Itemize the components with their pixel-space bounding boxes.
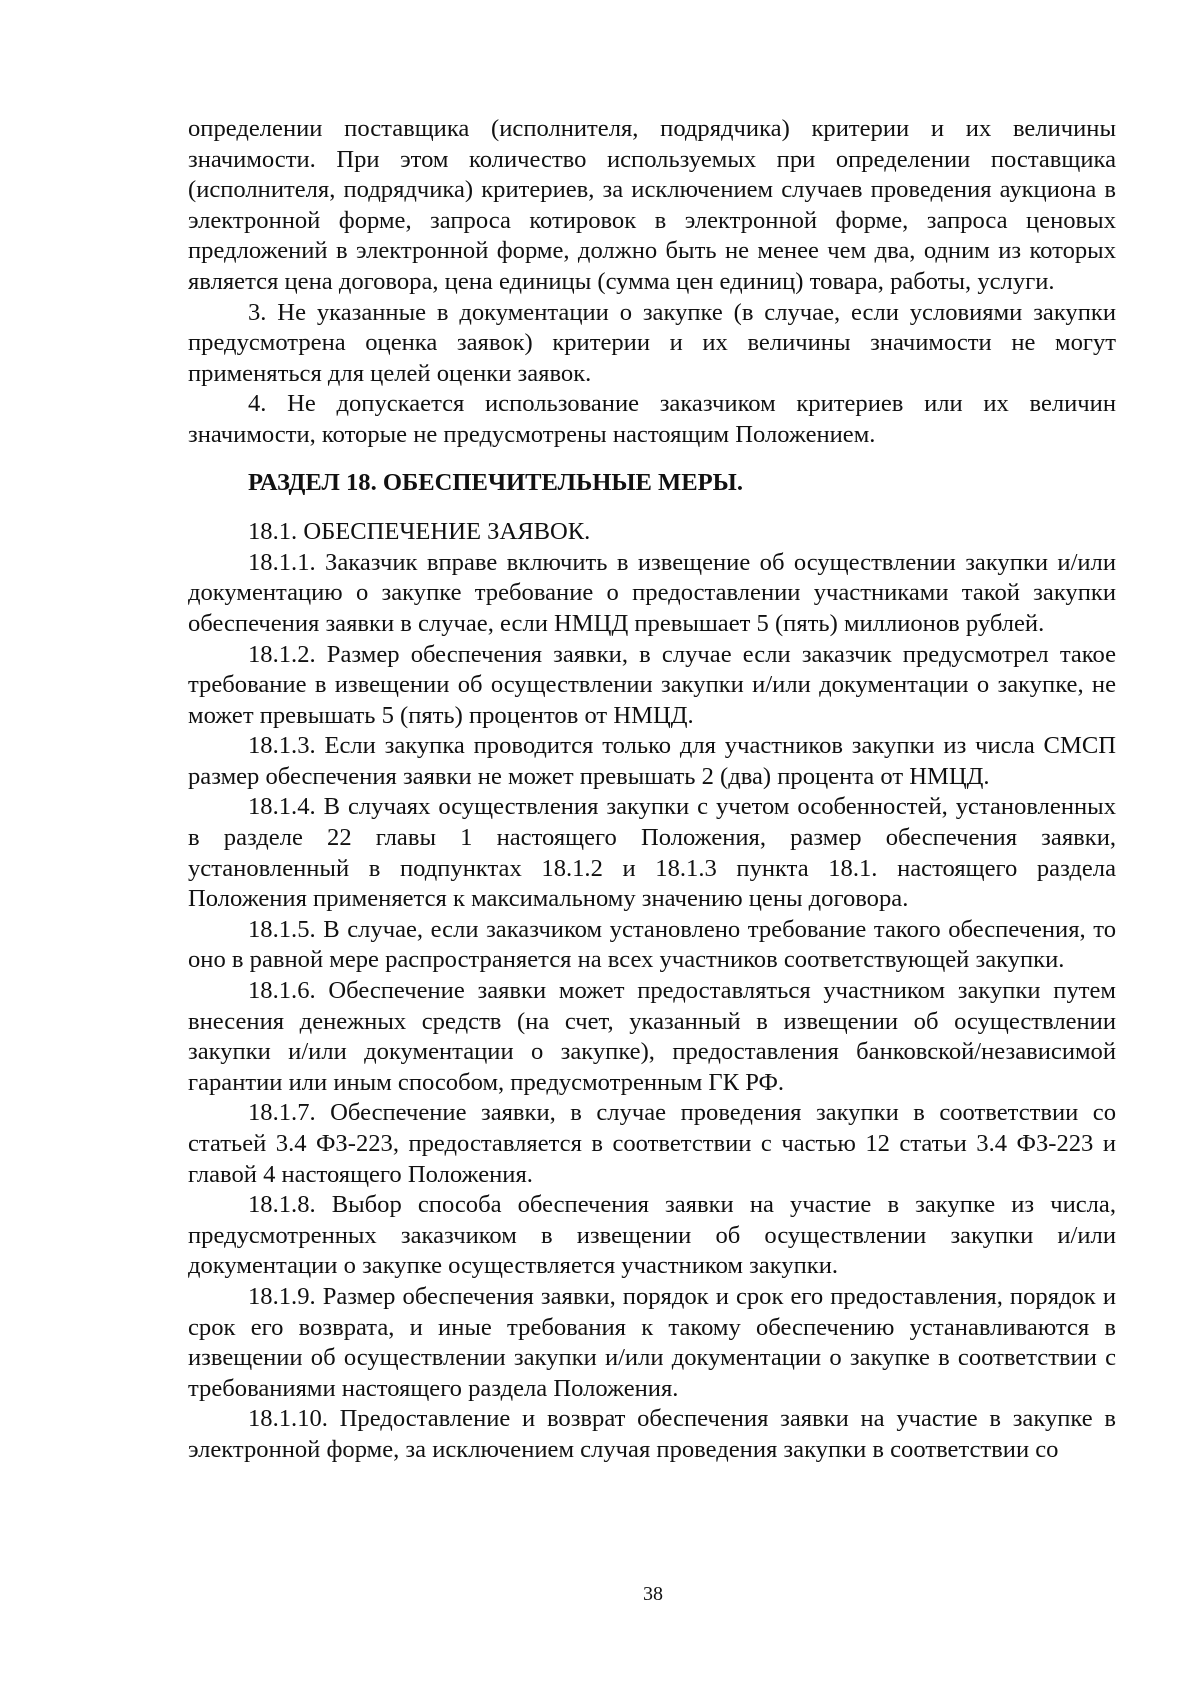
paragraph-18-1-9: 18.1.9. Размер обеспечения заявки, порядок и срок его предоставления, порядок и срок его возврата, и иные требования к такому обеспечению устанавливаются в извещении об осуществлении закупки и/или документации о закупке в соответствии с требованиями настоящего раздела Положения. — [188, 1282, 1116, 1402]
paragraph-18-1-8: 18.1.8. Выбор способа обеспечения заявки на участие в закупке из числа, предусмотренных заказчиком в извещении об осуществлении закупки и/или документации о закупке осуществляется участником закупки. — [188, 1191, 1116, 1280]
paragraph-18-1-6: 18.1.6. Обеспечение заявки может предоставляться участником закупки путем внесения денежных средств (на счет, указанный в извещении об осуществлении закупки и/или документации о закупке), предоставления банковской/независимой гарантии или иным способом, предусмотренным ГК РФ. — [188, 977, 1116, 1096]
paragraph-18-1-5: 18.1.5. В случае, если заказчиком установлено требование такого обеспечения, то оно в равной мере распространяется на всех участников соответствующей закупки. — [188, 915, 1116, 974]
paragraph-18-1-4: 18.1.4. В случаях осуществления закупки с учетом особенностей, установленных в разделе 22 главы 1 настоящего Положения, размер обеспечения заявки, установленный в подпунктах 18.1.2 и 18.1.3 пункта 18.1. настоящего раздела Положения применяется к максимальному значению цены договора. — [188, 793, 1116, 913]
paragraph-18-1-1: 18.1.1. Заказчик вправе включить в извещение об осуществлении закупки и/или документацию о закупке требование о предоставлении участниками такой закупки обеспечения заявки в случае, если НМЦД превышает 5 (пять) миллионов рублей. — [188, 548, 1116, 637]
paragraph-18-1-7: 18.1.7. Обеспечение заявки, в случае проведения закупки в соответствии со статьей 3.4 ФЗ-223, предоставляется в соответствии с частью 12 статьи 3.4 ФЗ-223 и главой 4 настоящего Положения. — [188, 1099, 1116, 1188]
paragraph-item-3: 3. Не указанные в документации о закупке (в случае, если условиями закупки предусмотрена оценка заявок) критерии и их величины значимости не могут применяться для целей оценки заявок. — [188, 298, 1116, 387]
section-heading: РАЗДЕЛ 18. ОБЕСПЕЧИТЕЛЬНЫЕ МЕРЫ. — [248, 468, 743, 496]
paragraph-item-4: 4. Не допускается использование заказчиком критериев или их величин значимости, которые не предусмотрены настоящим Положением. — [188, 390, 1116, 448]
paragraph-18-1-10: 18.1.10. Предоставление и возврат обеспечения заявки на участие в закупке в электронной форме, за исключением случая проведения закупки в соответствии со — [188, 1405, 1116, 1463]
page-number: 38 — [643, 1583, 663, 1605]
paragraph-continuation: определении поставщика (исполнителя, подрядчика) критерии и их величины значимости. При этом количество используемых при определении поставщика (исполнителя, подрядчика) критериев, за исключением случаев проведения аукциона в электронной форме, запроса котировок в электронной форме, запроса ценовых предложений в электронной форме, должно быть не менее чем два, одним из которых является цена договора, цена единицы (сумма цен единиц) товара, работы, услуги. — [188, 115, 1116, 295]
subsection-heading: 18.1. ОБЕСПЕЧЕНИЕ ЗАЯВОК. — [248, 518, 591, 546]
paragraph-18-1-3: 18.1.3. Если закупка проводится только для участников закупки из числа СМСП размер обеспечения заявки не может превышать 2 (два) процента от НМЦД. — [188, 732, 1116, 790]
document-page — [188, 114, 1116, 1466]
paragraph-18-1-2: 18.1.2. Размер обеспечения заявки, в случае если заказчик предусмотрел такое требование в извещении об осуществлении закупки и/или документации о закупке, не может превышать 5 (пять) процентов от НМЦД. — [188, 640, 1116, 729]
